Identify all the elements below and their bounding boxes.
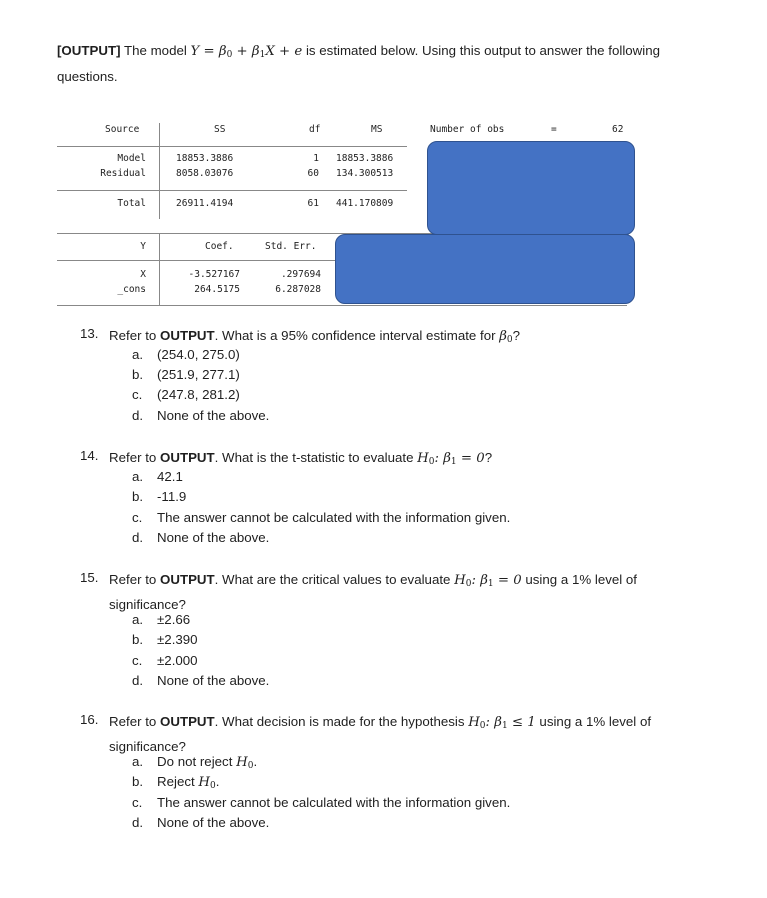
- option-14c: c. The answer cannot be calculated with the information given.: [132, 510, 511, 525]
- option-15a: a. ±2.66: [132, 612, 191, 627]
- option-16c: c. The answer cannot be calculated with the information given.: [132, 795, 511, 810]
- nobs-label: Number of obs: [430, 124, 505, 135]
- row-model-ss: 18853.3886: [176, 153, 234, 164]
- option-14d: d. None of the above.: [132, 530, 270, 545]
- anova-header-rule: [57, 146, 407, 147]
- coef-row-cons-coef: 264.5175: [194, 284, 240, 295]
- coef-row-x-se: .297694: [280, 269, 321, 280]
- option-15c: c. ±2.000: [132, 653, 198, 668]
- hypothesis-expression: $H_0$: $\beta_1 \le 1$: [468, 715, 536, 731]
- row-residual-ss: 8058.03076: [176, 168, 234, 179]
- nobs-value: 62: [612, 124, 624, 135]
- row-total-source: Total: [117, 198, 146, 209]
- intro-text-after: is estimated below. Using this output to answer the following questions.: [57, 43, 661, 84]
- coef-divider: [159, 233, 160, 305]
- row-total-df: 61: [307, 198, 319, 209]
- option-13b: b. (251.9, 277.1): [132, 367, 240, 382]
- question-number: 15.: [80, 570, 99, 585]
- coef-header-coef: Coef.: [205, 241, 234, 252]
- intro-paragraph: [57, 40, 717, 87]
- question-number: 13.: [80, 326, 99, 341]
- hypothesis-expression: $H_0$: $\beta_1 = 0$: [417, 451, 485, 467]
- header-df: df: [309, 124, 321, 135]
- row-model-df: 1: [313, 153, 319, 164]
- question-text: Refer to OUTPUT. What is the t-statistic to evaluate $H_0$: $\beta_1 = 0$?: [109, 450, 493, 467]
- option-13d: d. None of the above.: [132, 408, 270, 423]
- option-14a: a. 42.1: [132, 469, 183, 484]
- question-number: 14.: [80, 448, 99, 463]
- anova-total-rule: [57, 190, 407, 191]
- option-13a: a. (254.0, 275.0): [132, 347, 240, 362]
- row-total-ss: 26911.4194: [176, 198, 234, 209]
- row-residual-source: Residual: [100, 168, 146, 179]
- nobs-equals: =: [551, 124, 557, 135]
- coef-row-cons-se: 6.287028: [275, 284, 321, 295]
- question-number: 16.: [80, 712, 99, 727]
- option-13c: c. (247.8, 281.2): [132, 387, 240, 402]
- row-total-ms: 441.170809: [336, 198, 394, 209]
- redaction-box-coef-stats: [335, 234, 635, 304]
- coef-row-x-coef: -3.527167: [188, 269, 240, 280]
- regression-output: [57, 115, 637, 315]
- row-residual-ms: 134.300513: [336, 168, 394, 179]
- intro-text-before: The model: [120, 43, 191, 58]
- option-15d: d. None of the above.: [132, 673, 270, 688]
- option-14b: b. -11.9: [132, 489, 187, 504]
- model-equation: $Y = \beta_0 + \beta_1X + e$: [190, 44, 303, 60]
- row-residual-df: 60: [307, 168, 319, 179]
- option-15b: b. ±2.390: [132, 632, 198, 647]
- coef-header-se: Std. Err.: [265, 241, 317, 252]
- hypothesis-expression: $H_0$: $\beta_1 = 0$: [454, 573, 522, 589]
- coef-header-y: Y: [140, 241, 146, 252]
- option-16a: a. Do not reject $H_0$.: [132, 754, 258, 771]
- output-tag: [OUTPUT]: [57, 43, 121, 58]
- question-text: Refer to OUTPUT. What decision is made for the hypothesis $H_0$: $\beta_1 \le 1$ using a 1% level of significance?: [109, 714, 652, 754]
- coef-row-cons-name: _cons: [117, 284, 146, 295]
- anova-divider: [159, 123, 160, 219]
- coef-row-x-name: X: [140, 269, 146, 280]
- row-model-ms: 18853.3886: [336, 153, 394, 164]
- redaction-box-anova-stats: [427, 141, 635, 235]
- question-text: Refer to OUTPUT. What is a 95% confidence interval estimate for $\beta_0$?: [109, 328, 521, 345]
- option-16b: b. Reject $H_0$.: [132, 774, 220, 791]
- question-text: Refer to OUTPUT. What are the critical values to evaluate $H_0$: $\beta_1 = 0$ using a 1% level of significance?: [109, 572, 637, 612]
- header-ss: SS: [214, 124, 226, 135]
- header-ms: MS: [371, 124, 383, 135]
- option-16d: d. None of the above.: [132, 815, 270, 830]
- beta0-symbol: $\beta_0$: [499, 329, 513, 345]
- header-source: Source: [105, 124, 140, 135]
- coef-bottom-rule: [57, 305, 627, 306]
- row-model-source: Model: [117, 153, 146, 164]
